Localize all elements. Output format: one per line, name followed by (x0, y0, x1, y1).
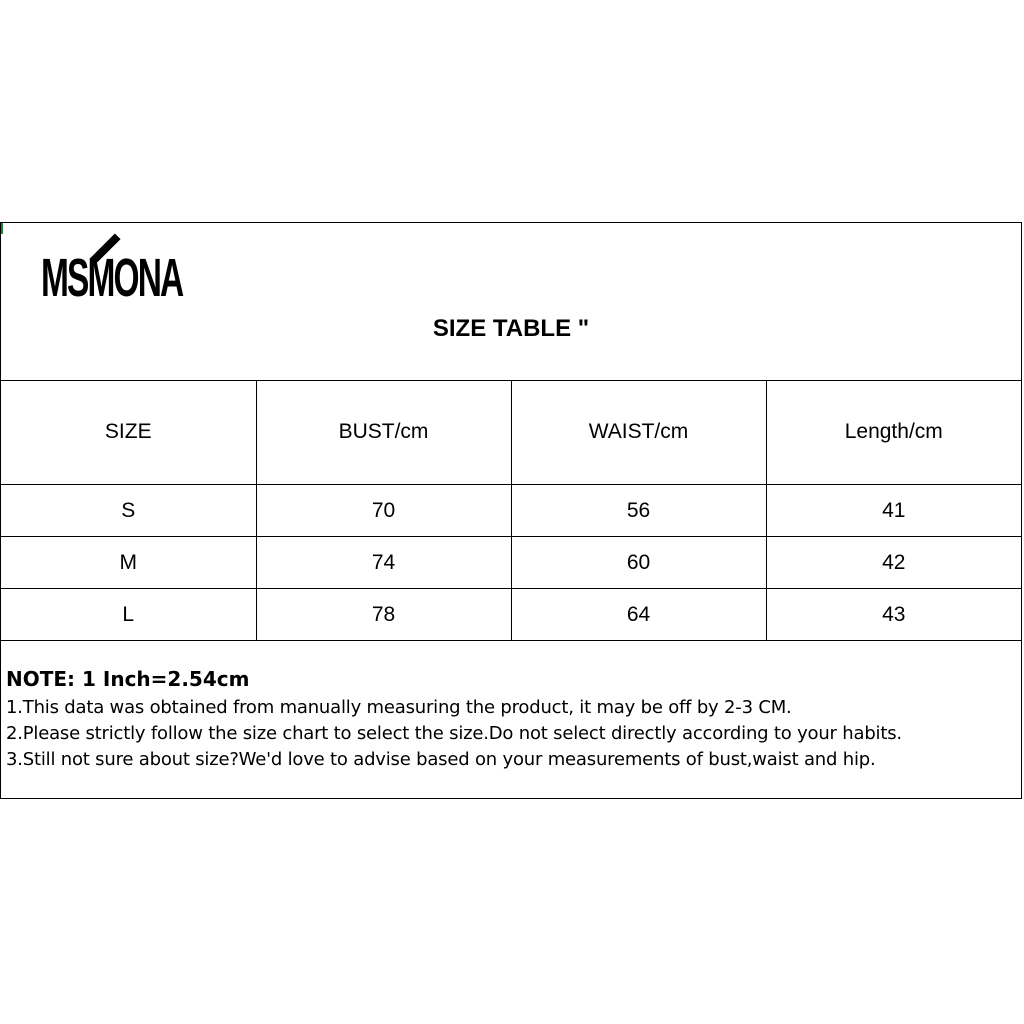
note-line: 3.Still not sure about size?We'd love to advise based on your measurements of bust,waist and hip. (6, 749, 876, 770)
length-cell: 42 (766, 537, 1021, 589)
length-cell: 43 (766, 589, 1021, 641)
column-header-waist: WAIST/cm (511, 380, 766, 485)
logo-text: MSMONA (41, 248, 183, 308)
bust-cell: 74 (256, 537, 511, 589)
notes-section (6, 667, 902, 773)
chart-header (1, 223, 1021, 381)
column-header-size: SIZE (1, 380, 256, 485)
waist-cell: 60 (511, 537, 766, 589)
length-cell: 41 (766, 485, 1021, 537)
table-row (1, 485, 1021, 537)
waist-cell: 64 (511, 589, 766, 641)
table-row (1, 537, 1021, 589)
note-heading: NOTE: 1 Inch=2.54cm (6, 667, 250, 691)
bust-cell: 78 (256, 589, 511, 641)
page-title: SIZE TABLE " (432, 315, 590, 342)
waist-cell: 56 (511, 485, 766, 537)
table-header-row (1, 380, 1021, 485)
brand-logo (37, 225, 183, 315)
bust-cell: 70 (256, 485, 511, 537)
size-chart-card (0, 222, 1022, 799)
size-cell: M (1, 537, 256, 589)
column-header-length: Length/cm (766, 380, 1021, 485)
note-line: 2.Please strictly follow the size chart to select the size.Do not select directly according to your habits. (6, 723, 902, 744)
table-row (1, 589, 1021, 641)
size-cell: L (1, 589, 256, 641)
size-cell: S (1, 485, 256, 537)
note-line: 1.This data was obtained from manually measuring the product, it may be off by 2-3 CM. (6, 697, 792, 718)
size-table (1, 380, 1021, 641)
column-header-bust: BUST/cm (256, 380, 511, 485)
